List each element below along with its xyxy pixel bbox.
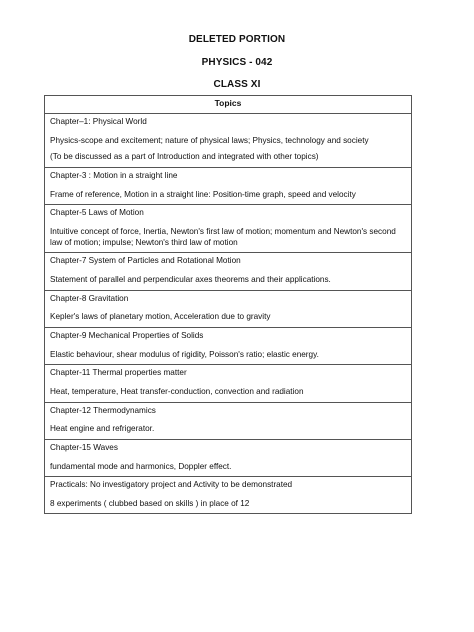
chapter-title: Practicals: No investigatory project and Activity to be demonstrated — [50, 480, 293, 490]
topic-cell — [45, 253, 412, 290]
table-row — [45, 402, 412, 439]
chapter-title: Chapter-11 Thermal properties matter — [50, 368, 187, 378]
table-row — [45, 205, 412, 253]
topics-table — [44, 95, 412, 514]
table-row — [45, 365, 412, 402]
topic-line: Intuitive concept of force, Inertia, Newton's first law of motion; momentum and Newton's second law of motion; impulse; Newton's third law of motion — [50, 226, 396, 247]
chapter-title: Chapter-9 Mechanical Properties of Solids — [50, 330, 204, 340]
topic-cell — [45, 168, 412, 205]
topic-cell — [45, 439, 412, 476]
chapter-title: Chapter–1: Physical World — [50, 117, 147, 127]
topic-line: (To be discussed as a part of Introduction and integrated with other topics) — [50, 152, 319, 162]
table-row — [45, 290, 412, 327]
topic-line: fundamental mode and harmonics, Doppler effect. — [50, 461, 232, 471]
topic-cell — [45, 477, 412, 514]
topic-cell — [45, 365, 412, 402]
chapter-title: Chapter-15 Waves — [50, 442, 118, 452]
topic-line: Kepler's laws of planetary motion, Acceleration due to gravity — [50, 312, 271, 322]
topic-line: Statement of parallel and perpendicular axes theorems and their applications. — [50, 274, 331, 284]
topic-cell — [45, 402, 412, 439]
chapter-title: Chapter-12 Thermodynamics — [50, 405, 156, 415]
topic-line: Heat, temperature, Heat transfer-conduction, convection and radiation — [50, 386, 304, 396]
table-row — [45, 114, 412, 168]
chapter-title: Chapter-8 Gravitation — [50, 293, 129, 303]
topic-cell — [45, 290, 412, 327]
topic-line: 8 experiments ( clubbed based on skills ) in place of 12 — [50, 498, 250, 508]
table-row — [45, 439, 412, 476]
topic-line: Frame of reference, Motion in a straight line: Position-time graph, speed and velocity — [50, 189, 356, 199]
table-row — [45, 168, 412, 205]
table-row — [45, 477, 412, 514]
table-row — [45, 327, 412, 364]
topic-cell — [45, 205, 412, 253]
table-row — [45, 253, 412, 290]
topic-line: Physics-scope and excitement; nature of physical laws; Physics, technology and society — [50, 135, 369, 145]
topic-cell — [45, 114, 412, 168]
chapter-title: Chapter-5 Laws of Motion — [50, 208, 144, 218]
topic-cell — [45, 327, 412, 364]
topic-line: Elastic behaviour, shear modulus of rigidity, Poisson's ratio; elastic energy. — [50, 349, 319, 359]
topic-line: Heat engine and refrigerator. — [50, 424, 155, 434]
subject-heading: PHYSICS - 042 — [201, 57, 273, 68]
topics-header: Topics — [45, 96, 412, 114]
chapter-title: Chapter-3 : Motion in a straight line — [50, 171, 178, 181]
document-title: DELETED PORTION — [188, 34, 286, 45]
chapter-title: Chapter-7 System of Particles and Rotational Motion — [50, 256, 241, 266]
class-heading: CLASS XI — [213, 79, 261, 90]
